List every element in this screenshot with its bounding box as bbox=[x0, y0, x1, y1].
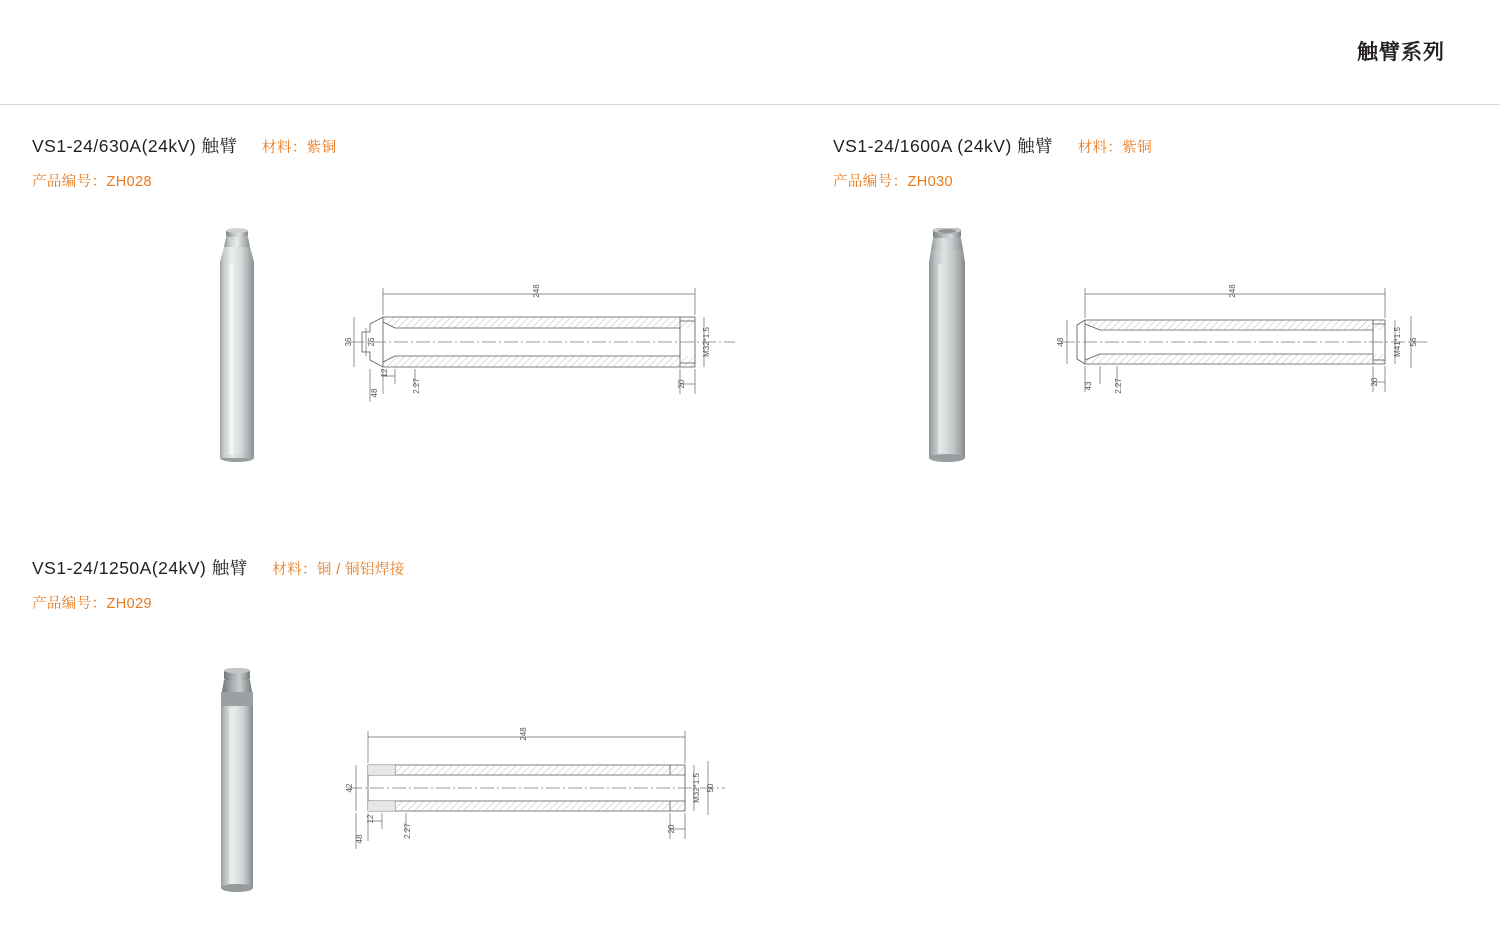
product-block-zh030 bbox=[833, 133, 1152, 191]
dim-right-outer: 50 bbox=[706, 783, 715, 793]
product-title: VS1-24/1600A (24kV) 触臂 bbox=[833, 136, 1054, 156]
dim-wall: 2.27 bbox=[412, 378, 421, 394]
product-heading-zh030 bbox=[833, 133, 1152, 158]
contact-arm-drawing-zh029 bbox=[340, 715, 750, 855]
dim-right-end: 20 bbox=[667, 824, 676, 834]
dim-chamfer: 12 bbox=[380, 368, 389, 378]
dim-left-outer: 36 bbox=[344, 337, 353, 347]
photo-svg bbox=[205, 228, 295, 468]
product-block-zh028 bbox=[32, 133, 336, 191]
dim-thread: M41*1.5 bbox=[1393, 327, 1402, 357]
dim-bore: 43 bbox=[1084, 381, 1093, 391]
dim-thread: M32*1.5 bbox=[702, 327, 711, 357]
contact-arm-drawing-zh030 bbox=[1055, 272, 1455, 412]
product-material: 材料：紫铜 bbox=[1077, 140, 1153, 156]
dim-left-outer: 42 bbox=[345, 783, 354, 793]
product-title: VS1-24/630A(24kV) 触臂 bbox=[32, 136, 238, 156]
product-code: 产品编号：ZH029 bbox=[32, 596, 153, 612]
dim-length: 248 bbox=[532, 284, 541, 298]
product-code: 产品编号：ZH030 bbox=[833, 174, 954, 190]
dim-thread: M32*1.5 bbox=[692, 773, 701, 803]
product-heading-zh028 bbox=[32, 133, 336, 158]
dim-right-end: 20 bbox=[1370, 377, 1379, 387]
header-divider bbox=[0, 104, 1500, 105]
contact-arm-photo-zh029 bbox=[205, 668, 295, 898]
page-header bbox=[0, 0, 1500, 104]
product-code: 产品编号：ZH028 bbox=[32, 174, 153, 190]
product-material: 材料：紫铜 bbox=[261, 140, 337, 156]
contact-arm-drawing-zh028 bbox=[340, 272, 760, 412]
page-title: 触臂系列 bbox=[1357, 41, 1445, 64]
dim-wall: 2.27 bbox=[403, 823, 412, 839]
dim-wall: 2.27 bbox=[1114, 378, 1123, 394]
dim-left-inner: 26 bbox=[367, 337, 376, 347]
product-title: VS1-24/1250A(24kV) 触臂 bbox=[32, 558, 248, 578]
dim-length: 248 bbox=[1228, 284, 1237, 298]
dim-chamfer: 12 bbox=[366, 814, 375, 824]
product-material: 材料：铜 / 铜铝焊接 bbox=[272, 562, 405, 578]
dim-right-outer: 56 bbox=[1409, 337, 1418, 347]
dim-length: 248 bbox=[519, 727, 528, 741]
product-block-zh029 bbox=[32, 555, 405, 613]
product-heading-zh029 bbox=[32, 555, 405, 580]
contact-arm-photo-zh028 bbox=[205, 228, 295, 468]
dim-bore: 48 bbox=[355, 834, 364, 844]
dim-left-outer: 48 bbox=[1056, 337, 1065, 347]
dim-bore: 48 bbox=[370, 388, 379, 398]
dim-right-end: 20 bbox=[677, 379, 686, 389]
contact-arm-photo-zh030 bbox=[915, 228, 1005, 468]
